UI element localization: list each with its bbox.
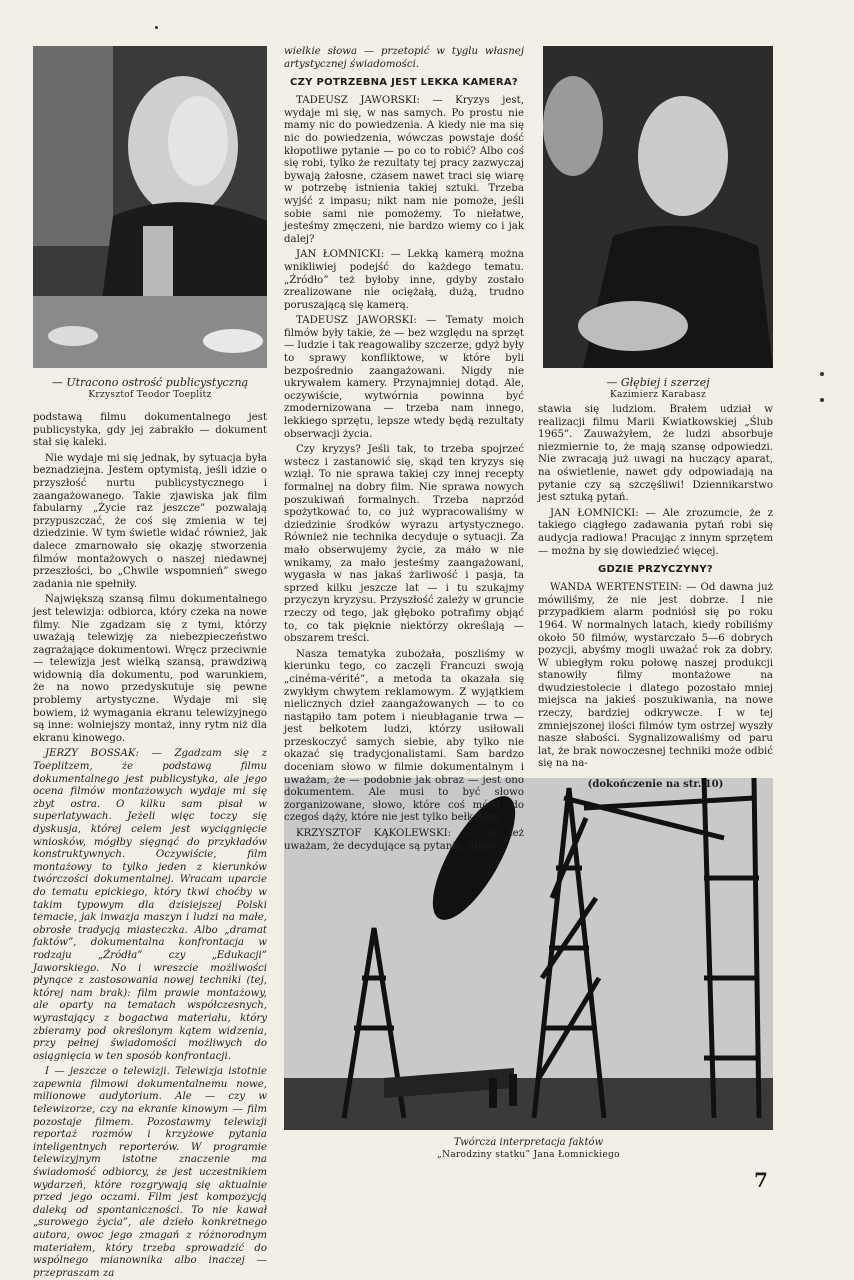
photo-toeplitz	[33, 46, 267, 368]
col2-paragraph-4: Czy kryzys? Jeśli tak, to trzeba spojrzeć wstecz i zastanowić się, skąd ten kryzys się wziął. To nie sprawa takiej czy innej recepty formalnej na dobry film. Nie sprawa nowych poszukiwań formalnych. Trzeba naprzód spożytkować to, co już wypracowaliśmy w dziedzinie środków wyrazu artystycznego. Również nie technika decyduje o sytuacji. Za mało obserwujemy życie, za mało w nie wnikamy, za mało jesteśmy zaangażowani, wygasła w nas jakaś żarliwość i pasja, ta sprzed kilku jeszcze lat — i tu szukajmy przyczyn kryzysu. Przyszłość zależy w gruncie rzeczy od tego, jak głęboko potrafimy objąć to, co tak pięknie niektórzy określają — obszarem treści.	[284, 444, 524, 645]
caption-lomnicki-title: Twórcza interpretacja faktów	[453, 1137, 604, 1148]
col3-paragraph-1: stawia się ludziom. Brałem udział w realizacji filmu Marii Kwiatkowskiej „Ślub 1965”. Zauważyłem, że ludzi absorbuje niezmiernie to, że mają szansę odpowiedzi. Nie zwracają już uwagi na huczący aparat, na oświetlenie, nawet gdy odpowiadają na pytanie czy są szczęśliwi! Dziennikarstwo jest sztuką pytań.	[538, 404, 773, 504]
photo-toeplitz-image	[33, 46, 267, 368]
col2-paragraph-5: Nasza tematyka zubożała, poszliśmy w kierunku tego, co zaczęli Francuzi swoją „cinéma-vérité”, a metoda ta okazała się zwykłym chwytem reklamowym. Z wyjątkiem nielicznych dzieł zaangażowanych — to co nastąpiło tam potem i nieubłaganie trwa — jest bełkotem ludzi, którzy usiłowali przeskoczyć samych siebie, aby tylko nie okazać się tradycjonalistami. Sam bardzo doceniam słowo w filmie dokumentalnym i uważam, że — podobnie jak obraz — jest ono dokumentem. Ale musi to być słowo zorganizowane, słowo, które coś mówi, do czegoś dąży, które nie jest tylko bełkotem.	[284, 648, 524, 824]
col3-paragraph-wertenstein: WANDA WERTENSTEIN: — Od dawna już mówiliśmy, że nie jest dobrze. I nie przypadkiem alarm podniósł się po roku 1964. W normalnych latach, kiedy robiliśmy około 50 filmów, wystarczało 5—6 dobrych pozycji, abyśmy mogli uważać rok za dobry. W ubiegłym roku połowę naszej produkcji stanowiły filmy montażowe na dwudziestolecie i dlatego pozostało mniej miejsca na jakieś poszukiwania, na nowe rzeczy, bardziej odkrywcze. I w tej zmniejszonej ilości filmów tym ostrzej wyszły nasze słabości. Sygnalizowaliśmy od paru lat, że brak nowoczesnej techniki może odbić się na na-	[538, 582, 773, 770]
heading-lekka-kamera: CZY POTRZEBNA JEST LEKKA KAMERA?	[289, 77, 519, 89]
margin-mark-2	[820, 398, 824, 402]
caption-karabasz-name: Kazimierz Karabasz	[610, 390, 706, 400]
col2-paragraph-jaworski-1: TADEUSZ JAWORSKI: — Kryzys jest, wydaje mi się, w nas samych. Po prostu nie mamy nic do powiedzenia. A kiedy nie ma się nic do powiedzenia, wówczas powstaje dość kłopotliwe pytanie — po co to robić? Albo coś się robi, tylko że rezultaty tej pracy zazwyczaj bywają żałosne, czasem nawet traci się wiarę w potrzebę istnienia takiej sztuki. Trzeba wyjść z impasu; nikt nam nie pomoże, jeśli sobie sami nie pomożemy. To niełatwe, jesteśmy zmęczeni, nie bardzo wiemy co i jak dalej?	[284, 95, 524, 245]
caption-lomnicki	[284, 1136, 773, 1162]
col3-paragraph-lomnicki: JAN ŁOMNICKI: — Ale zrozumcie, że z takiego ciągłego zadawania pytań robi się audycja radiowa! Pracując z innym sprzętem — można by się dowiedzieć więcej.	[538, 507, 773, 557]
column-2	[284, 46, 524, 852]
caption-toeplitz	[33, 376, 267, 402]
heading-gdzie-przyczyny: GDZIE PRZYCZYNY?	[598, 564, 713, 576]
caption-lomnicki-name: „Narodziny statku” Jana Łomnickiego	[437, 1150, 620, 1160]
col2-paragraph-0: wielkie słowa — przetopić w tyglu własnej artystycznej świadomości.	[284, 46, 524, 70]
column-3	[538, 404, 773, 791]
margin-mark-1	[820, 372, 824, 376]
col2-paragraph-kakolewski: KRZYSZTOF KĄKOLEWSKI: — Ja też uważam, że decydujące są pytania, które	[284, 828, 524, 852]
col1-paragraph-3: Największą szansą filmu dokumentalnego jest telewizja: odbiorca, który czeka na nowe filmy. Nie zgadzam się z tymi, którzy uważają telewizję za niebezpieczeństwo zagrażające dokumentowi. Wręcz przeciwnie — telewizja jest wielką szansą, prawdziwą widownią dla dokumentu, pod warunkiem, że na nowo przedyskutuje się pewne problemy artystyczne. Wydaje mi się bowiem, iż wymagania ekranu telewizyjnego są inne: wolniejszy montaż, inny rytm niż dla ekranu kinowego.	[33, 594, 267, 744]
photo-karabasz-image	[543, 46, 773, 368]
col1-paragraph-1: podstawą filmu dokumentalnego jest publicystyka, gdy jej zabrakło — dokument stał się kaleki.	[33, 412, 267, 449]
col1-paragraph-5: I — jeszcze o telewizji. Telewizja istotnie zapewnia filmowi dokumentalnemu nowe, milionowe audytorium. Ale — czy w telewizorze, czy na ekranie kinowym — film pozostaje filmem. Pozostawmy telewizji reportaż rozmów i krzyżowe pytania inteligentnych reporterów. W programie telewizyjnym istotne znaczenie ma świadomość odbiorcy, że jest uczestnikiem wydarzeń, które rozgrywają się aktualnie przed jego oczami. Film jest kompozycją daleką od spontaniczności. To nie kawał „surowego życia”, ale dzieło konkretnego autora, owoc jego zmagań z różnorodnym materiałem, który trzeba sprowadzić do wspólnego mianownika albo inaczej — przepraszam za	[33, 1066, 267, 1279]
continuation-note: (dokończenie na str. 10)	[587, 779, 724, 791]
margin-mark-3	[155, 26, 158, 29]
caption-toeplitz-title: — Utracono ostrość publicystyczną	[51, 376, 249, 389]
page-number: 7	[754, 1168, 768, 1192]
col2-paragraph-lomnicki: JAN ŁOMNICKI: — Lekką kamerą można wnikliwiej podejść do każdego tematu. „Źródło” też byłoby inne, gdyby zostało zrealizowane nie ociężałą, dużą, trudno poruszającą się kamerą.	[284, 249, 524, 311]
col2-paragraph-jaworski-2: TADEUSZ JAWORSKI: — Tematy moich filmów były takie, że — bez względu na sprzęt — ludzie i tak reagowaliby szczerze, gdyż były to sprawy konfliktowe, w które byli bezpośrednio zaangażowani. Nigdy nie ukrywałem kamery. Przynajmniej dotąd. Ale, oczywiście, wytwórnia powinna być zmodernizowana — trzeba nam innego, lekkiego sprzętu, lepsze wtedy będą rezultaty obserwacji życia.	[284, 315, 524, 440]
column-1	[33, 412, 267, 1279]
col1-paragraph-bossak: JERZY BOSSAK: — Zgadzam się z Toeplitzem, że podstawą filmu dokumentalnego jest publicystyka, ale jego ocena filmów montażowych wydaje mi się zbyt ostra. O kilku sam pisał w superlatywach. Jeżeli więc toczy się dyskusja, której celem jest wyciągnięcie wniosków, mógłby sięgnąć do przykładów konstruktywnych. Oczywiście, film montażowy to tylko jeden z kierunków twórczości dokumentalnej. Wracam uparcie do tematu epickiego, który tkwi choćby w takim typowym dla dzisiejszej Polski temacie, jak inwazja maszyn i ludzi na małe, obrosłe tradycją miasteczka. Albo „dramat faktów”, dokumentalna konfrontacja w rodzaju „Źródła” czy „Edukacji” Jaworskiego. No i wreszcie możliwości płynące z zastosowania nowej techniki (tej, której nam brak): film prawie montażowy, ale oparty na tematach współczesnych, wyrastający z bogactwa materiału, który zbieramy pod określonym kątem widzenia, przy pełnej świadomości możliwych do osiągnięcia w ten sposób konfrontacji.	[33, 748, 267, 1062]
caption-karabasz-title: — Głębiej i szerzej	[606, 376, 710, 389]
photo-karabasz	[543, 46, 773, 368]
caption-toeplitz-name: Krzysztof Teodor Toeplitz	[88, 390, 212, 400]
caption-karabasz	[543, 376, 773, 402]
col1-paragraph-2: Nie wydaje mi się jednak, by sytuacja była beznadziejna. Jestem optymistą, jeśli idzie o przyszłość nurtu publicystycznego i zaangażowanego. Takie zjawiska jak film fabularny „Życie raz jeszcze” pozwalają przypuszczać, że coś się zmienia w tej dziedzinie. W tym świetle widać również, jak dalece zmarnowało się okazję stworzenia filmów montażowych o naszej niedawnej przeszłości, bo „Chwile wspomnień” swego zadania nie spełniły.	[33, 452, 267, 590]
